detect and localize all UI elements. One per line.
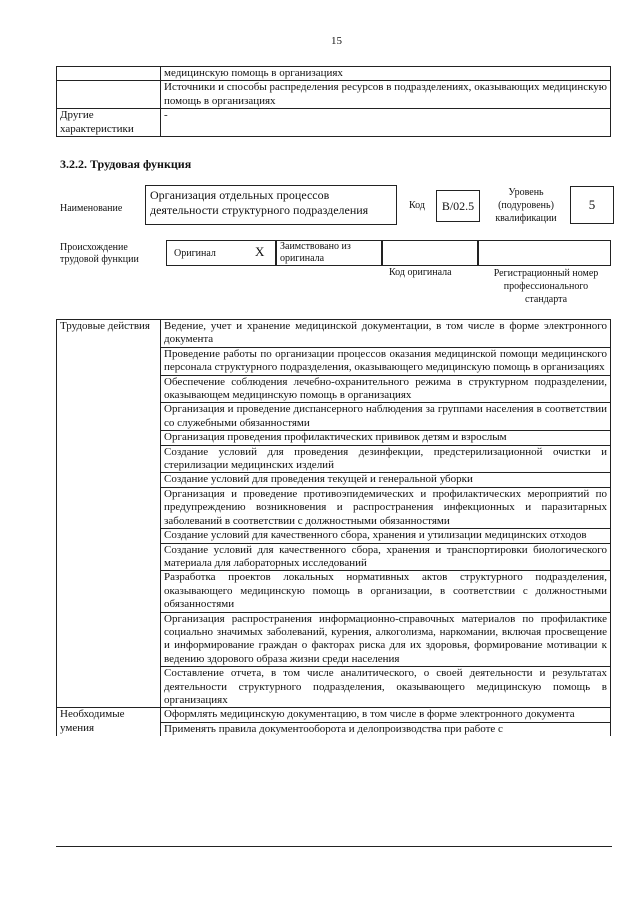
action-item: Организация и проведение противоэпидемических и профилактических мероприятий по предупреждению возникновения и распространения инфекционных и паразитарных заболеваний в соответствии с должностными обязанностями bbox=[161, 487, 611, 528]
borrowed-box bbox=[276, 240, 382, 266]
previous-section-table bbox=[56, 66, 611, 137]
skills-label: Необходимые умения bbox=[57, 708, 161, 736]
function-code-box: B/02.5 bbox=[436, 190, 480, 222]
action-item: Создание условий для проведения текущей и генеральной уборки bbox=[161, 473, 611, 487]
row-label bbox=[57, 67, 161, 81]
action-item: Составление отчета, в том числе аналитического, о своей деятельности и результатах деятельности структурного подразделения, оказывающего медицинскую помощь в организациях bbox=[161, 667, 611, 708]
action-item: Обеспечение соблюдения лечебно-охранительного режима в структурном подразделении, оказывающем медицинскую помощь в организациях bbox=[161, 375, 611, 403]
original-mark: X bbox=[255, 244, 265, 259]
labor-function-table bbox=[56, 319, 611, 736]
function-name-box: Организация отдельных процессов деятельности структурного подразделения bbox=[145, 185, 397, 225]
skill-item: Оформлять медицинскую документацию, в том числе в форме электронного документа bbox=[161, 708, 611, 722]
action-item: Создание условий для проведения дезинфекции, предстерилизационной очистки и стерилизации медицинских изделий bbox=[161, 445, 611, 473]
page-number: 15 bbox=[331, 35, 342, 47]
table-row bbox=[57, 320, 611, 348]
action-item: Разработка проектов локальных нормативных актов структурного подразделения, оказывающего медицинскую помощь в организации, в соответствии с должностными обязанностями bbox=[161, 571, 611, 612]
code-original-box bbox=[382, 240, 478, 266]
reg-number-box bbox=[478, 240, 611, 266]
table-row bbox=[57, 708, 611, 722]
row-text: медицинскую помощь в организациях bbox=[161, 67, 611, 81]
section-heading: 3.2.2. Трудовая функция bbox=[60, 157, 192, 171]
origin-label: Происхождение трудовой функции bbox=[60, 242, 139, 265]
level-box: 5 bbox=[570, 186, 614, 224]
name-label: Наименование bbox=[60, 203, 123, 214]
row-label: Другие характеристики bbox=[57, 109, 161, 137]
action-item: Организация проведения профилактических прививок детям и взрослым bbox=[161, 431, 611, 445]
table-row bbox=[57, 109, 611, 137]
code-label: Код bbox=[409, 200, 425, 211]
action-item: Создание условий для качественного сбора, хранения и транспортировки биологического материала для лабораторных исследований bbox=[161, 543, 611, 571]
original-box bbox=[166, 240, 276, 266]
action-item: Организация распространения информационно-справочных материалов по профилактике социально значимых заболеваний, курения, алкоголизма, наркомании, включая просвещение и информирование граждан о факторах риска для их здоровья, формирование мотивации к ведению здорового образа жизни среди населения bbox=[161, 612, 611, 667]
reg-number-label: Регистрационный номер профессионального стандарта bbox=[493, 268, 599, 305]
row-label bbox=[57, 81, 161, 109]
row-text: Источники и способы распределения ресурсов в подразделениях, оказывающих медицинскую помощь в организациях bbox=[161, 81, 611, 109]
action-item: Ведение, учет и хранение медицинской документации, в том числе в форме электронного документа bbox=[161, 320, 611, 348]
action-item: Организация и проведение диспансерного наблюдения за группами населения в соответствии со служебными обязанностями bbox=[161, 403, 611, 431]
skill-item: Применять правила документооборота и делопроизводства при работе с bbox=[161, 722, 611, 736]
table-row bbox=[57, 81, 611, 109]
level-label: Уровень (подуровень) квалификации bbox=[495, 187, 557, 224]
table-row bbox=[57, 67, 611, 81]
page-bottom-rule bbox=[56, 846, 612, 847]
original-label: Оригинал bbox=[174, 248, 216, 259]
code-original-label: Код оригинала bbox=[389, 267, 452, 278]
row-text: - bbox=[161, 109, 611, 137]
borrowed-label: Заимствовано из оригинала bbox=[280, 241, 351, 264]
action-item: Проведение работы по организации процессов оказания медицинской помощи медицинского персонала структурного подразделения, оказывающего медицинскую помощь в организациях bbox=[161, 347, 611, 375]
actions-label: Трудовые действия bbox=[57, 320, 161, 708]
action-item: Создание условий для качественного сбора, хранения и утилизации медицинских отходов bbox=[161, 529, 611, 543]
